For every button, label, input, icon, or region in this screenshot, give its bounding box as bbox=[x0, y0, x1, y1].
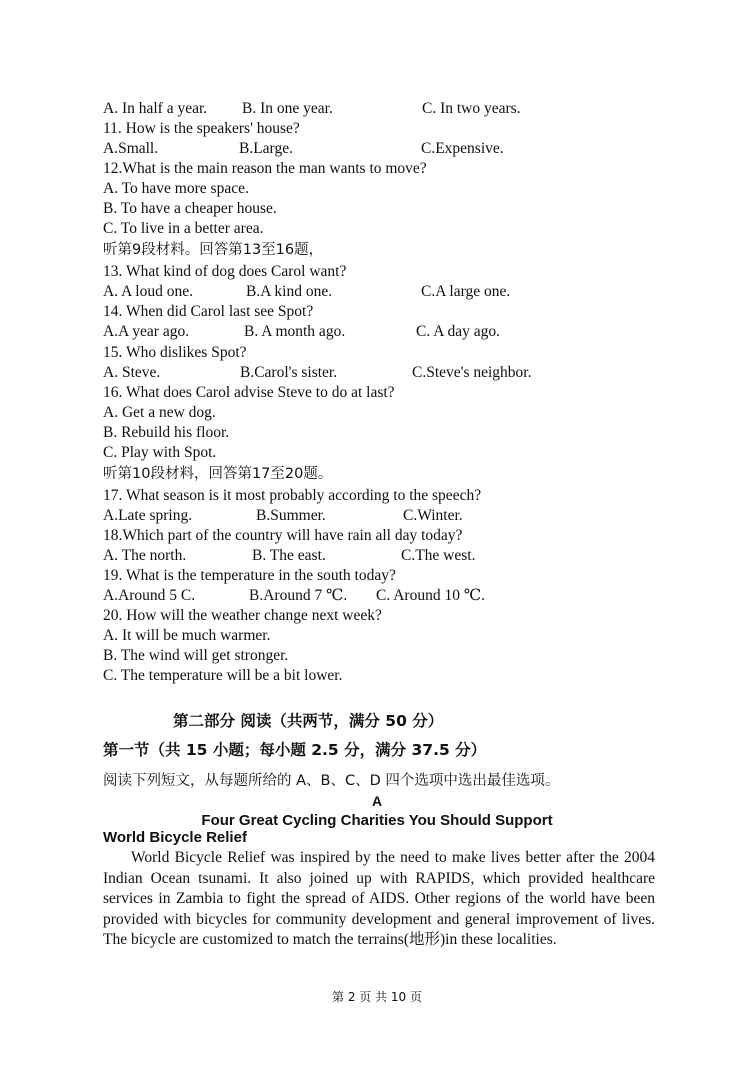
q16-option-b: B. Rebuild his floor. bbox=[103, 424, 230, 441]
q19-option-b: B.Around 7 ℃. bbox=[249, 587, 348, 604]
q13-option-b: B.A kind one. bbox=[246, 283, 333, 300]
q14-question: 14. When did Carol last see Spot? bbox=[103, 303, 314, 320]
q10-option-c: C. In two years. bbox=[422, 100, 521, 117]
q18-question: 18.Which part of the country will have rain all day today? bbox=[103, 527, 463, 544]
q14-option-b: B. A month ago. bbox=[244, 323, 346, 340]
q19-option-c: C. Around 10 ℃. bbox=[376, 587, 486, 604]
q12-question: 12.What is the main reason the man wants to move? bbox=[103, 160, 427, 177]
passage-title: Four Great Cycling Charities You Should Support bbox=[201, 812, 553, 829]
q11-option-c: C.Expensive. bbox=[421, 140, 504, 157]
q15-option-a: A. Steve. bbox=[103, 364, 161, 381]
q17-option-b: B.Summer. bbox=[256, 507, 326, 524]
listening-instruction-10: 听第10段材料，回答第17至20题。 bbox=[103, 466, 333, 482]
q16-question: 16. What does Carol advise Steve to do at last? bbox=[103, 384, 395, 401]
q12-option-a: A. To have more space. bbox=[103, 180, 249, 197]
q13-option-c: C.A large one. bbox=[421, 283, 511, 300]
passage-paragraph: World Bicycle Relief was inspired by the need to make lives better after the 2004 Indian Ocean tsunami. It also joined up with RAPIDS, which provided healthcare services in Zambia to fight the spread of AIDS. Other regions of the world have been provided with bicycles for community development and general improvement of lives. The bicycle are customized to match the terrains(地形)in these localities. bbox=[103, 849, 655, 948]
q11-option-a: A.Small. bbox=[103, 140, 159, 157]
q15-question: 15. Who dislikes Spot? bbox=[103, 344, 247, 361]
q14-option-c: C. A day ago. bbox=[416, 323, 500, 340]
q15-option-b: B.Carol's sister. bbox=[240, 364, 338, 381]
q18-option-a: A. The north. bbox=[103, 547, 187, 564]
q19-option-a: A.Around 5 C. bbox=[103, 587, 196, 604]
q11-option-b: B.Large. bbox=[239, 140, 293, 157]
q18-option-c: C.The west. bbox=[401, 547, 476, 564]
page-number-footer: 第 2 页 共 10 页 bbox=[332, 990, 422, 1004]
section1-heading: 第一节（共 15 小题；每小题 2.5 分，满分 37.5 分） bbox=[103, 741, 487, 759]
q14-option-a: A.A year ago. bbox=[103, 323, 190, 340]
q17-question: 17. What season is it most probably according to the speech? bbox=[103, 487, 482, 504]
q16-option-c: C. Play with Spot. bbox=[103, 444, 217, 461]
q10-option-b: B. In one year. bbox=[242, 100, 333, 117]
q13-question: 13. What kind of dog does Carol want? bbox=[103, 263, 347, 280]
listening-instruction-9: 听第9段材料。回答第13至16题， bbox=[103, 242, 324, 258]
charity-heading: World Bicycle Relief bbox=[103, 829, 247, 846]
part2-heading: 第二部分 阅读（共两节，满分 50 分） bbox=[173, 712, 444, 730]
q19-question: 19. What is the temperature in the south today? bbox=[103, 567, 396, 584]
reading-instruction: 阅读下列短文，从每题所给的 A、B、C、D 四个选项中选出最佳选项。 bbox=[103, 773, 560, 789]
q12-option-b: B. To have a cheaper house. bbox=[103, 200, 277, 217]
q17-option-a: A.Late spring. bbox=[103, 507, 193, 524]
passage-letter: A bbox=[371, 793, 383, 809]
q18-option-b: B. The east. bbox=[252, 547, 326, 564]
q11-question: 11. How is the speakers' house? bbox=[103, 120, 300, 137]
q20-option-c: C. The temperature will be a bit lower. bbox=[103, 667, 343, 684]
q15-option-c: C.Steve's neighbor. bbox=[412, 364, 532, 381]
q20-option-b: B. The wind will get stronger. bbox=[103, 647, 289, 664]
q20-question: 20. How will the weather change next week? bbox=[103, 607, 382, 624]
q12-option-c: C. To live in a better area. bbox=[103, 220, 264, 237]
q10-option-a: A. In half a year. bbox=[103, 100, 208, 117]
q20-option-a: A. It will be much warmer. bbox=[103, 627, 271, 644]
q13-option-a: A. A loud one. bbox=[103, 283, 193, 300]
q16-option-a: A. Get a new dog. bbox=[103, 404, 216, 421]
q17-option-c: C.Winter. bbox=[403, 507, 463, 524]
